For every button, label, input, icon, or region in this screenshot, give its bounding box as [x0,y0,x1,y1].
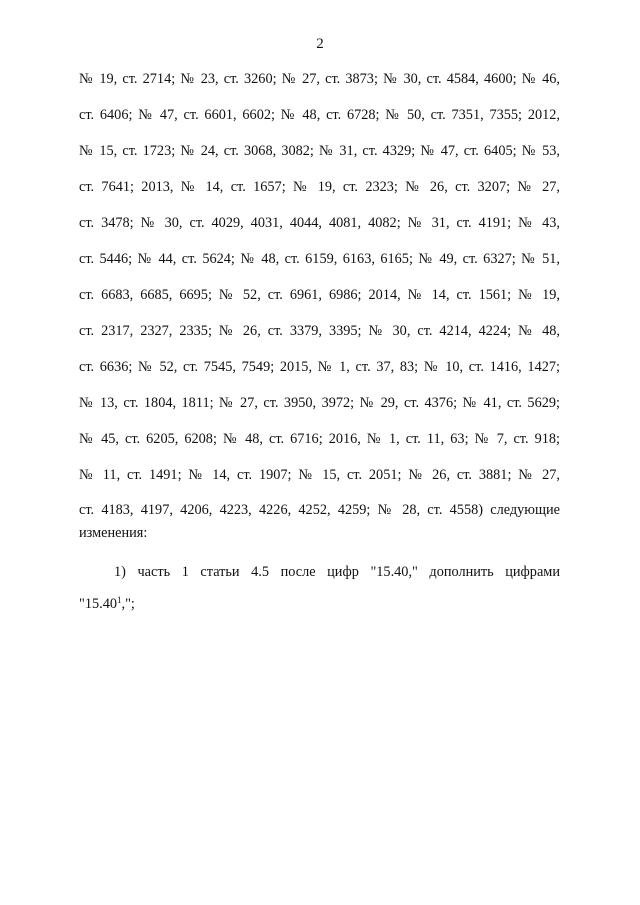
text-line: изменения: [79,525,148,541]
text-line: ст. 6636; № 52, ст. 7545, 7549; 2015, № 1, ст. 37, 83; № 10, ст. 1416, 1427; [79,359,560,375]
text-line: № 11, ст. 1491; № 14, ст. 1907; № 15, ст. 2051; № 26, ст. 3881; № 27, [79,467,560,483]
page-number: 2 [316,36,324,52]
list-item-1-prefix: "15.40 [79,596,118,612]
list-item-1-line-2 [79,594,560,614]
text-line: ст. 6406; № 47, ст. 6601, 6602; № 48, ст. 6728; № 50, ст. 7351, 7355; 2012, [79,107,560,123]
text-line: № 19, ст. 2714; № 23, ст. 3260; № 27, ст. 3873; № 30, ст. 4584, 4600; № 46, [79,71,560,87]
text-line: ст. 2317, 2327, 2335; № 26, ст. 3379, 3395; № 30, ст. 4214, 4224; № 48, [79,323,560,339]
list-item-1-suffix: ,"; [121,596,135,612]
text-line: № 45, ст. 6205, 6208; № 48, ст. 6716; 2016, № 1, ст. 11, 63; № 7, ст. 918; [79,431,560,447]
text-line: № 15, ст. 1723; № 24, ст. 3068, 3082; № 31, ст. 4329; № 47, ст. 6405; № 53, [79,143,560,159]
text-line: ст. 6683, 6685, 6695; № 52, ст. 6961, 6986; 2014, № 14, ст. 1561; № 19, [79,287,560,303]
text-line: ст. 4183, 4197, 4206, 4223, 4226, 4252, 4259; № 28, ст. 4558) следующие [79,502,560,518]
text-line: ст. 5446; № 44, ст. 5624; № 48, ст. 6159, 6163, 6165; № 49, ст. 6327; № 51, [79,251,560,267]
text-line: ст. 3478; № 30, ст. 4029, 4031, 4044, 4081, 4082; № 31, ст. 4191; № 43, [79,215,560,231]
text-line: № 13, ст. 1804, 1811; № 27, ст. 3950, 3972; № 29, ст. 4376; № 41, ст. 5629; [79,395,560,411]
text-line: ст. 7641; 2013, № 14, ст. 1657; № 19, ст. 2323; № 26, ст. 3207; № 27, [79,179,560,195]
list-item-1-line-1: 1) часть 1 статьи 4.5 после цифр "15.40," дополнить цифрами [114,564,560,580]
superscript-index: 1 [117,595,122,605]
